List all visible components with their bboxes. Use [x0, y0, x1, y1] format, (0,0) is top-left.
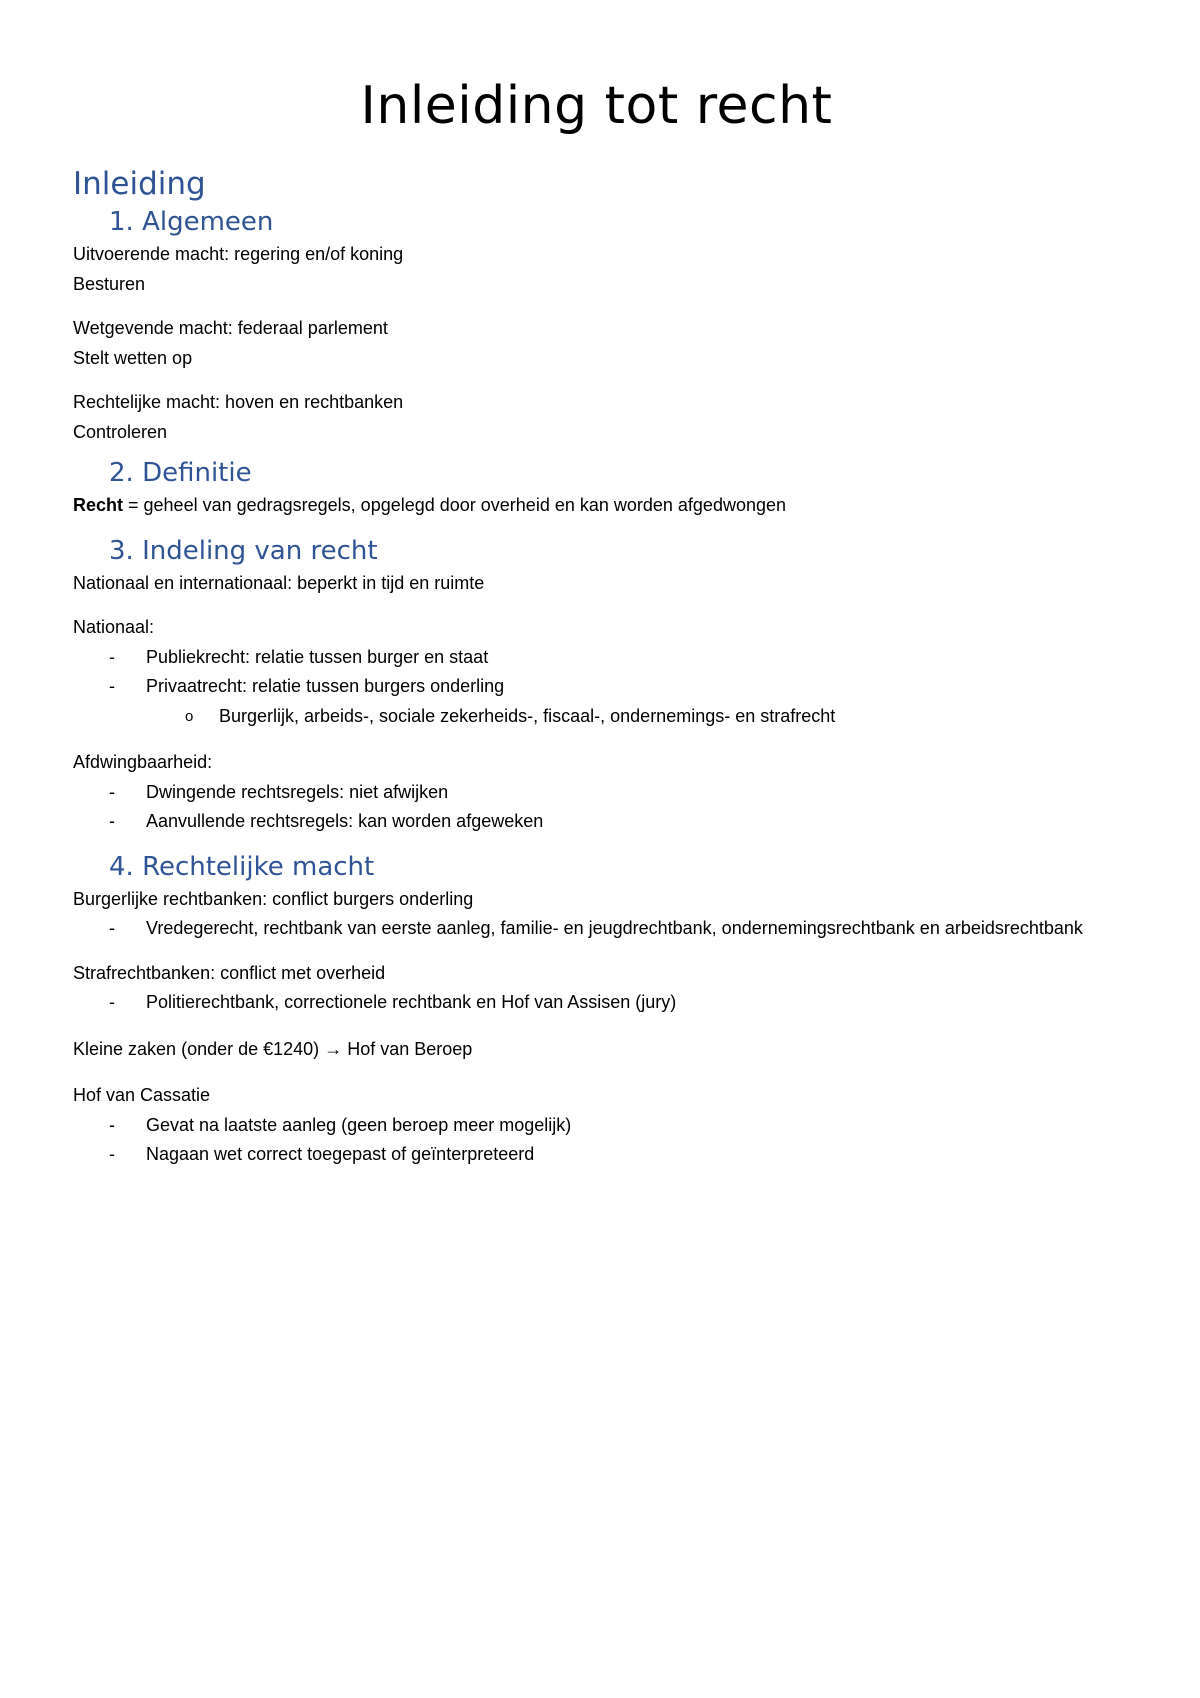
kleine-zaken-text: Kleine zaken (onder de €1240): [73, 1038, 325, 1059]
dash-bullet: -: [109, 811, 115, 831]
dash-bullet: -: [109, 646, 115, 667]
dash-bullet: -: [109, 1114, 115, 1135]
list-item-text: Nagaan wet correct toegepast of geïnterpreteerd: [146, 1144, 535, 1164]
sub-list-item-text: Burgerlijk, arbeids-, sociale zekerheids-, fiscaal-, ondernemings- en strafrecht: [219, 705, 836, 726]
list-item: [73, 1140, 1090, 1170]
dash-bullet: -: [109, 676, 115, 696]
list-nationaal: [73, 643, 1090, 732]
list-item-text: Vredegerecht, rechtbank van eerste aanleg, familie- en jeugdrechtbank, ondernemingsrechtbank en arbeidsrechtbank: [146, 918, 1083, 938]
list-hof-van-cassatie: [73, 1111, 1090, 1170]
circle-bullet: o: [185, 707, 194, 725]
section-algemeen: [73, 204, 1090, 447]
label-afdwingbaarheid: Afdwingbaarheid:: [73, 752, 213, 772]
list-item: [73, 988, 1090, 1018]
section-definitie: [73, 455, 1090, 521]
list-item-text: Politierechtbank, correctionele rechtbank en Hof van Assisen (jury): [146, 992, 677, 1012]
list-item: [73, 672, 1090, 702]
sub-list-item: [73, 702, 1090, 732]
label-strafrechtbanken: Strafrechtbanken: conflict met overheid: [73, 962, 386, 983]
dash-bullet: -: [109, 1144, 115, 1164]
label-nationaal: Nationaal:: [73, 617, 155, 637]
section-indeling: [73, 533, 1090, 837]
paragraph-rechtelijke: Rechtelijke macht: hoven en rechtbanken: [73, 392, 404, 412]
section-rechtelijke-macht: [73, 849, 1090, 1170]
paragraph-nationaal-internationaal: Nationaal en internationaal: beperkt in tijd en ruimte: [73, 572, 485, 593]
list-item: [73, 1111, 1090, 1141]
list-afdwingbaarheid: [73, 778, 1090, 837]
list-item-text: Aanvullende rechtsregels: kan worden afgeweken: [146, 811, 544, 831]
dash-bullet: -: [109, 781, 115, 802]
definition-text: = geheel van gedragsregels, opgelegd door overheid en kan worden afgedwongen: [123, 495, 787, 515]
list-item-text: Dwingende rechtsregels: niet afwijken: [146, 781, 449, 802]
document-title: Inleiding tot recht: [360, 76, 833, 136]
list-item-text: Publiekrecht: relatie tussen burger en staat: [146, 646, 489, 667]
heading-indeling: 3. Indeling van recht: [109, 535, 378, 566]
list-item: [73, 778, 1090, 808]
paragraph-stelt-wetten: Stelt wetten op: [73, 347, 193, 368]
heading-rechtelijke-macht: 4. Rechtelijke macht: [109, 851, 375, 882]
dash-bullet: -: [109, 992, 115, 1012]
list-strafrechtbanken: [73, 988, 1090, 1018]
paragraph-controleren: Controleren: [73, 421, 168, 442]
heading-algemeen: 1. Algemeen: [109, 207, 274, 237]
heading-definitie: 2. Definitie: [109, 458, 252, 488]
paragraph-wetgevende: Wetgevende macht: federaal parlement: [73, 318, 388, 338]
paragraph-kleine-zaken: [73, 1035, 1090, 1065]
list-item: [73, 643, 1090, 673]
arrow-right-icon: →: [324, 1038, 343, 1059]
label-burgerlijke-rechtbanken: Burgerlijke rechtbanken: conflict burgers onderling: [73, 888, 474, 909]
paragraph-definitie: [73, 491, 1090, 521]
term-recht: Recht: [73, 495, 124, 515]
list-burgerlijke-rechtbanken: [73, 914, 1090, 944]
paragraph-besturen: Besturen: [73, 273, 146, 294]
list-item: [73, 807, 1090, 837]
label-hof-van-cassatie: Hof van Cassatie: [73, 1085, 211, 1105]
list-item-text: Gevat na laatste aanleg (geen beroep meer mogelijk): [146, 1114, 572, 1135]
hof-van-beroep-text: Hof van Beroep: [342, 1038, 473, 1059]
list-item: [73, 914, 1090, 944]
dash-bullet: -: [109, 918, 115, 938]
paragraph-uitvoerende: Uitvoerende macht: regering en/of koning: [73, 244, 404, 264]
list-item-text: Privaatrecht: relatie tussen burgers onderling: [146, 676, 505, 696]
heading-inleiding: Inleiding: [73, 166, 206, 202]
